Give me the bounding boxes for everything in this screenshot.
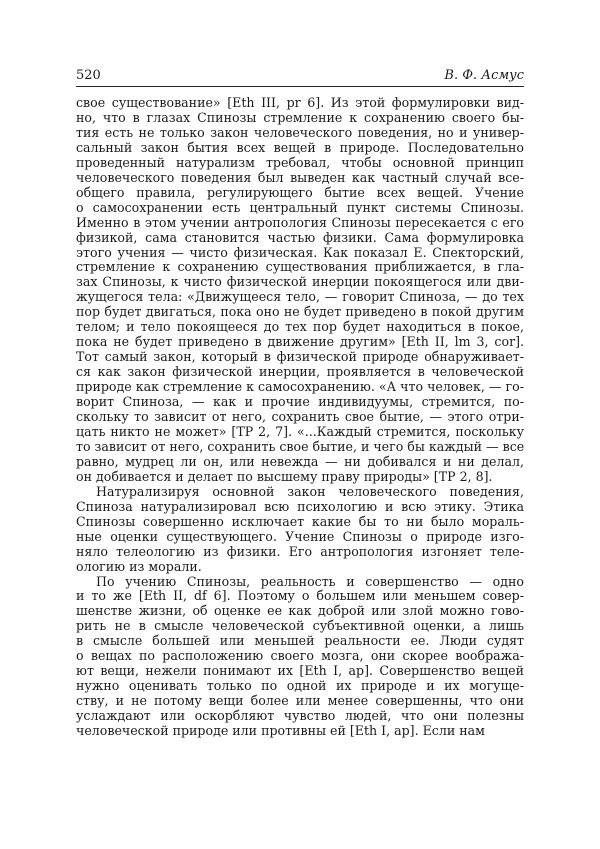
text-line: зах Спинозы, к чисто физической инерции покоящегося или дви- [76, 275, 524, 290]
text-line: скольку то зависит от него, сохранить свое бытие, — этого отри- [76, 410, 524, 425]
text-line: природе как стремление к самосохранению. «А что человек, — го- [76, 380, 524, 395]
text-line: то зависит от него, сохранить свое бытие, и чего бы каждый — все [76, 439, 524, 454]
text-line: он добивается и делает по высшему праву природы» [TP 2, 8]. [76, 469, 493, 484]
text-line: пор будет двигаться, пока оно не будет приведено в покой другим [76, 305, 524, 320]
text-line: Тот самый закон, который в физической природе обнаруживает- [76, 350, 524, 365]
text-line: ологию из морали. [76, 559, 202, 574]
text-line: но, что в глазах Спинозы стремление к сохранению своего бы- [76, 110, 524, 125]
text-line: телом; и тело покоящееся до тех пор будет находиться в покое, [76, 320, 524, 335]
text-line: ные оценки существующего. Учение Спинозы о природе изго- [76, 529, 524, 544]
text-line: пока не будет приведено в движение другим» [Eth II, lm 3, cor]. [76, 335, 524, 350]
text-line: По учению Спинозы, реальность и совершенство — одно [96, 574, 524, 589]
text-line: человеческой природе или противны ей [Eth I, ap]. Если нам [76, 724, 485, 739]
text-line: жущегося тела: «Движущееся тело, — говорит Спиноза, — до тех [76, 290, 524, 305]
text-line: рить не в смысле человеческой субъективной оценки, а лишь [76, 619, 524, 634]
text-line: свое существование» [Eth III, pr 6]. Из этой формулировки вид- [76, 96, 524, 110]
text-line: общего правила, регулирующего бытие всех вещей. Учение [76, 185, 524, 200]
text-line: услаждают или оскорбляют чувство людей, что они полезны [76, 709, 524, 724]
text-line: проведенный натурализм требовал, чтобы основной принцип [76, 155, 524, 170]
text-line: о самосохранении есть центральный пункт системы Спинозы. [76, 200, 524, 215]
text-line: шенстве жизни, об оценке ее как доброй или злой можно гово- [76, 604, 524, 619]
text-line: ся как закон физической инерции, проявляется в человеческой [76, 365, 524, 380]
text-line: Натурализируя основной закон человеческого поведения, [96, 484, 524, 499]
text-line: о вещах по расположению своего мозга, они скорее вообража- [76, 649, 524, 664]
text-line: этого учения — чисто физическая. Как показал Е. Спекторский, [76, 245, 524, 260]
text-line: стремление к сохранению существования приближается, в гла- [76, 260, 524, 275]
running-header [76, 68, 524, 87]
text-line: человеческого поведения был выведен как частный случай все- [76, 170, 524, 185]
text-line: Спинозы совершенно исключает какие бы то ни было мораль- [76, 514, 524, 529]
running-head-author: В. Ф. Асмус [444, 68, 524, 83]
text-line: сальный закон бытия всех вещей в природе. Последовательно [76, 140, 524, 155]
text-line: равно, мудрец ли он, или невежда — ни добивался и ни делал, [76, 454, 524, 469]
body-text [76, 96, 524, 739]
text-line: ству, и не потому вещи более или менее совершенны, что они [76, 694, 524, 709]
page-number: 520 [76, 68, 101, 83]
text-line: в смысле большей или меньшей реальности ее. Люди судят [76, 634, 524, 649]
text-line: и то же [Eth II, df 6]. Поэтому о большем или меньшем совер- [76, 589, 524, 604]
text-line: ворит Спиноза, — как и прочие индивидуумы, стремится, по- [76, 395, 524, 410]
text-line: физикой, сама становится частью физики. Сама формулировка [76, 230, 524, 245]
text-line: няло телеологию из физики. Его антропология изгоняет теле- [76, 544, 524, 559]
text-line: тия есть не только закон человеческого поведения, но и универ- [76, 125, 524, 140]
text-line: Именно в этом учении антропология Спинозы пересекается с его [76, 215, 524, 230]
text-line: нужно оценивать только по одной их природе и их могуще- [76, 679, 524, 694]
text-line: ют вещи, нежели понимают их [Eth I, ap]. Совершенство вещей [76, 664, 524, 679]
text-line: Спиноза натурализировал всю психологию и всю этику. Этика [76, 499, 524, 514]
text-line: цать никто не может» [TP 2, 7]. «...Каждый стремится, поскольку [76, 424, 524, 439]
